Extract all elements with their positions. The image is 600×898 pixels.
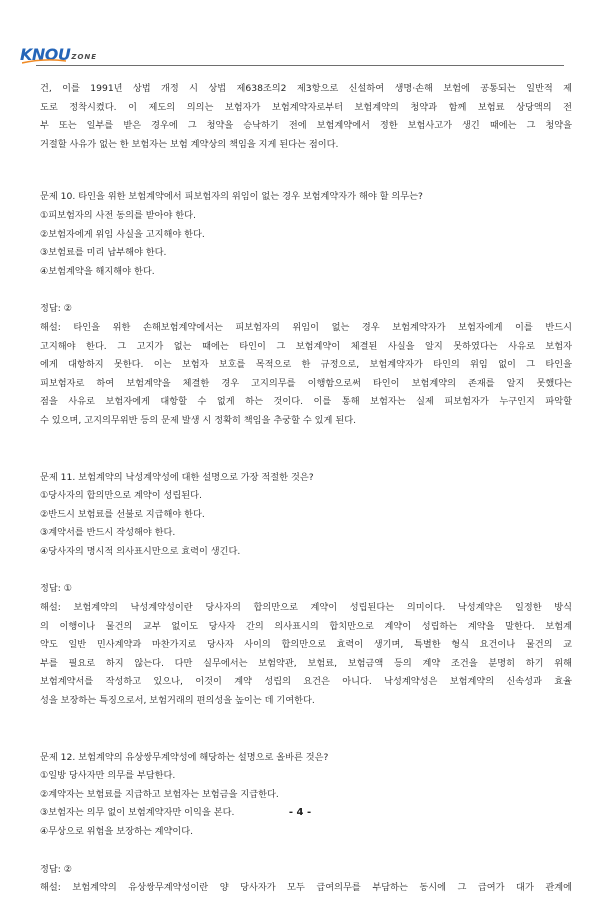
question-text: 문제 10. 타인을 위한 보험계약에서 피보험자의 위임이 없는 경우 보험계약자가 해야 할 의무는? [40, 191, 423, 203]
explanation-line: 의 이행이나 물건의 교부 없이도 당사자 간의 의사표시의 합치만으로 계약이 성립하는 계약을 말한다. 보험계 [40, 620, 572, 632]
answer-text: 정답: ② [40, 863, 73, 875]
explanation-line: 수 있으며, 고지의무위반 등의 문제 발생 시 정확히 책임을 추궁할 수 있게 된다. [40, 414, 357, 426]
header-divider [36, 65, 564, 66]
explanation-line: 해설: 타인을 위한 손해보험계약에서는 피보험자의 위임이 없는 경우 보험계약자가 보험자에게 이를 반드시 [40, 321, 572, 333]
explanation-line: 보험계약서를 작성하고 있으나, 이것이 계약 성립의 요건은 아니다. 낙성계약성은 보험계약의 신속성과 효율 [40, 676, 572, 688]
logo-secondary-text: ZONE [71, 53, 98, 61]
option-item: ④무상으로 위험을 보장하는 계약이다. [40, 826, 194, 837]
option-item: ①당사자의 합의만으로 계약이 성립된다. [40, 490, 202, 502]
intro-line: 건, 이를 1991년 상법 개정 시 상법 제638조의2 제3항으로 신설하여 생명·손해 보험에 공통되는 일반적 제 [40, 83, 572, 94]
explanation-line: 해설: 보험계약의 낙성계약성이란 당사자의 합의만으로 계약이 성립된다는 의미이다. 낙성계약은 일정한 방식 [40, 602, 572, 614]
answer-text: 정답: ② [40, 303, 73, 315]
logo-swoosh-icon [22, 59, 66, 64]
explanation-line: 해설: 보험계약의 유상쌍무계약성이란 양 당사자가 모두 급여의무를 부담하는 동시에 그 급여가 대가 관계에 [40, 882, 572, 894]
logo-primary-text: KNOU [20, 45, 71, 64]
intro-line: 거절할 사유가 없는 한 보험자는 보험 계약상의 책임을 지게 된다는 점이다. [40, 138, 339, 150]
option-item: ④당사자의 명시적 의사표시만으로 효력이 생긴다. [40, 545, 241, 557]
option-item: ③계약서를 반드시 작성해야 한다. [40, 527, 176, 539]
explanation-line: 약도 일반 민사계약과 마찬가지로 당사자 사이의 합의만으로 효력이 생기며, 특별한 형식 요건이나 물건의 교 [40, 639, 572, 651]
knouzone-logo [20, 46, 97, 64]
option-item: ①일방 당사자만 의무를 부담한다. [40, 770, 176, 782]
option-item: ④보험계약을 해지해야 한다. [40, 265, 155, 277]
question-10 [40, 188, 572, 430]
question-11 [40, 469, 572, 711]
intro-paragraph [40, 80, 572, 154]
option-item: ②보험자에게 위임 사실을 고지해야 한다. [40, 228, 205, 240]
explanation-line: 에게 대항하지 못한다. 이는 보험자 보호를 목적으로 한 규정으로, 보험계약자가 타인의 위임 없이 그 타인을 [40, 359, 572, 371]
answer-text: 정답: ① [40, 583, 73, 595]
explanation-line: 피보험자로 하여 보험계약을 체결한 경우 고지의무를 이행함으로써 타인이 보험계약의 존재를 알지 못했다는 [40, 377, 572, 389]
question-text: 문제 11. 보험계약의 낙성계약성에 대한 설명으로 가장 적절한 것은? [40, 471, 314, 483]
option-item: ①피보험자의 사전 동의를 받아야 한다. [40, 209, 196, 221]
question-text: 문제 12. 보험계약의 유상쌍무계약성에 해당하는 설명으로 올바른 것은? [40, 751, 329, 763]
intro-line: 부 또는 일부를 받은 경우에 그 청약을 승낙하기 전에 보험계약에서 정한 보험사고가 생긴 때에는 그 청약을 [40, 120, 572, 132]
page-content [40, 80, 572, 898]
option-item: ②계약자는 보험료를 지급하고 보험자는 보험금을 지급한다. [40, 788, 279, 800]
explanation-line: 부를 필요로 하지 않는다. 다만 실무에서는 보험약관, 보험료, 보험금액 등의 계약 조건을 분명히 하기 위해 [40, 657, 572, 669]
explanation-line: 성을 보장하는 특징으로서, 보험거래의 편의성을 높이는 데 기여한다. [40, 695, 315, 707]
option-item: ③보험자는 의무 없이 보험계약자만 이익을 본다. [40, 807, 235, 819]
explanation-line: 점을 사유로 보험자에게 대항할 수 없게 하는 것이다. 이를 통해 보험자는 실제 피보험자가 누구인지 파악할 [40, 396, 572, 408]
page-number: - 4 - [288, 807, 312, 818]
option-item: ②반드시 보험료를 선불로 지급해야 한다. [40, 508, 205, 520]
intro-line: 도로 정착시켰다. 이 제도의 의의는 보험자가 보험계약자로부터 보험계약의 청약과 함께 보험료 상당액의 전 [40, 101, 572, 113]
question-12 [40, 749, 572, 898]
explanation-line: 고지해야 한다. 그 고지가 없는 때에는 타인이 그 보험계약이 체결된 사실을 알지 못하였다는 사유로 보험자 [40, 340, 572, 352]
option-item: ③보험료를 미리 납부해야 한다. [40, 247, 167, 259]
